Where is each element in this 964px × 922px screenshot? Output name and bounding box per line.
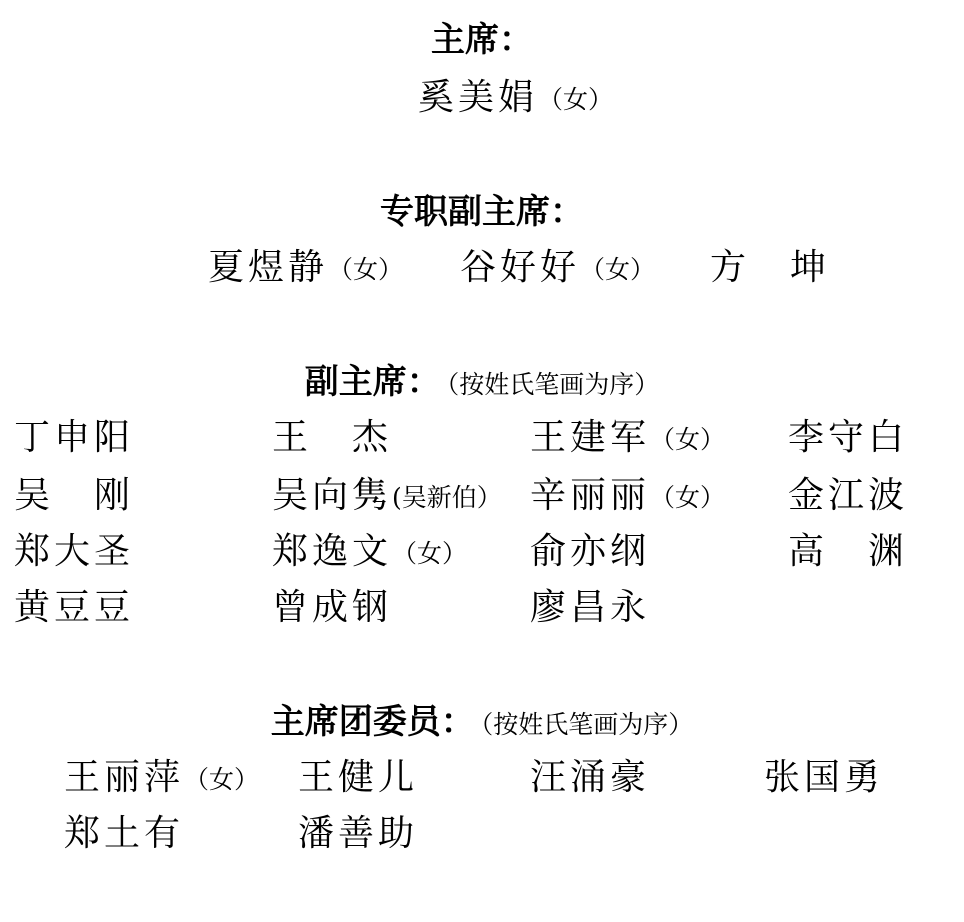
- fulltime-vice-chairs-heading: [0, 192, 964, 232]
- presidium-member: 王健儿: [298, 757, 419, 798]
- vice-chair-member: 金江波: [788, 475, 909, 516]
- vice-chairs-heading-label: 副主席：: [304, 362, 441, 402]
- vice-chair-member: 郑大圣: [14, 531, 135, 572]
- vice-chair-member: 廖昌永: [530, 587, 651, 628]
- vice-chair-member: 丁申阳: [14, 417, 135, 458]
- vice-chair-member: 李守白: [788, 417, 909, 458]
- vice-chair-member: 吴向隽(吴新伯）: [272, 475, 502, 516]
- vice-chair-member: 吴 刚: [14, 475, 135, 516]
- presidium-member: 郑土有: [64, 813, 185, 854]
- vice-chair-member: 王建军（女）: [530, 417, 726, 458]
- presidium-heading-label: 主席团委员：: [270, 702, 475, 742]
- vice-chair-member: 王 杰: [272, 417, 393, 458]
- presidium-order-note: （按姓氏笔画为序）: [480, 710, 694, 739]
- vice-chair-member: 郑逸文（女）: [272, 531, 468, 572]
- fulltime-vice-chair-member: 谷好好（女）: [460, 247, 656, 288]
- vice-chairs-heading: [0, 362, 964, 405]
- vice-chair-member: 高 渊: [788, 531, 909, 572]
- presidium-member: 王丽萍（女）: [64, 757, 260, 798]
- presidium-member: 潘善助: [298, 813, 419, 854]
- presidium-member: 张国勇: [764, 757, 885, 798]
- chair-member: 奚美娟（女）: [418, 77, 614, 118]
- chair-heading: [0, 20, 964, 60]
- vice-chair-member: 曾成钢: [272, 587, 393, 628]
- fulltime-vice-chairs-heading-label: 专职副主席：: [380, 192, 584, 232]
- vice-chair-member: 辛丽丽（女）: [530, 475, 726, 516]
- presidium-member: 汪涌豪: [530, 757, 651, 798]
- chair-heading-label: 主席：: [431, 20, 533, 60]
- vice-chair-member: 黄豆豆: [14, 587, 135, 628]
- fulltime-vice-chair-member: 方 坤: [710, 247, 831, 288]
- vice-chairs-order-note: （按姓氏笔画为序）: [446, 370, 660, 399]
- vice-chair-member: 俞亦纲: [530, 531, 651, 572]
- fulltime-vice-chair-member: 夏煜静（女）: [208, 247, 404, 288]
- presidium-heading: [0, 702, 964, 745]
